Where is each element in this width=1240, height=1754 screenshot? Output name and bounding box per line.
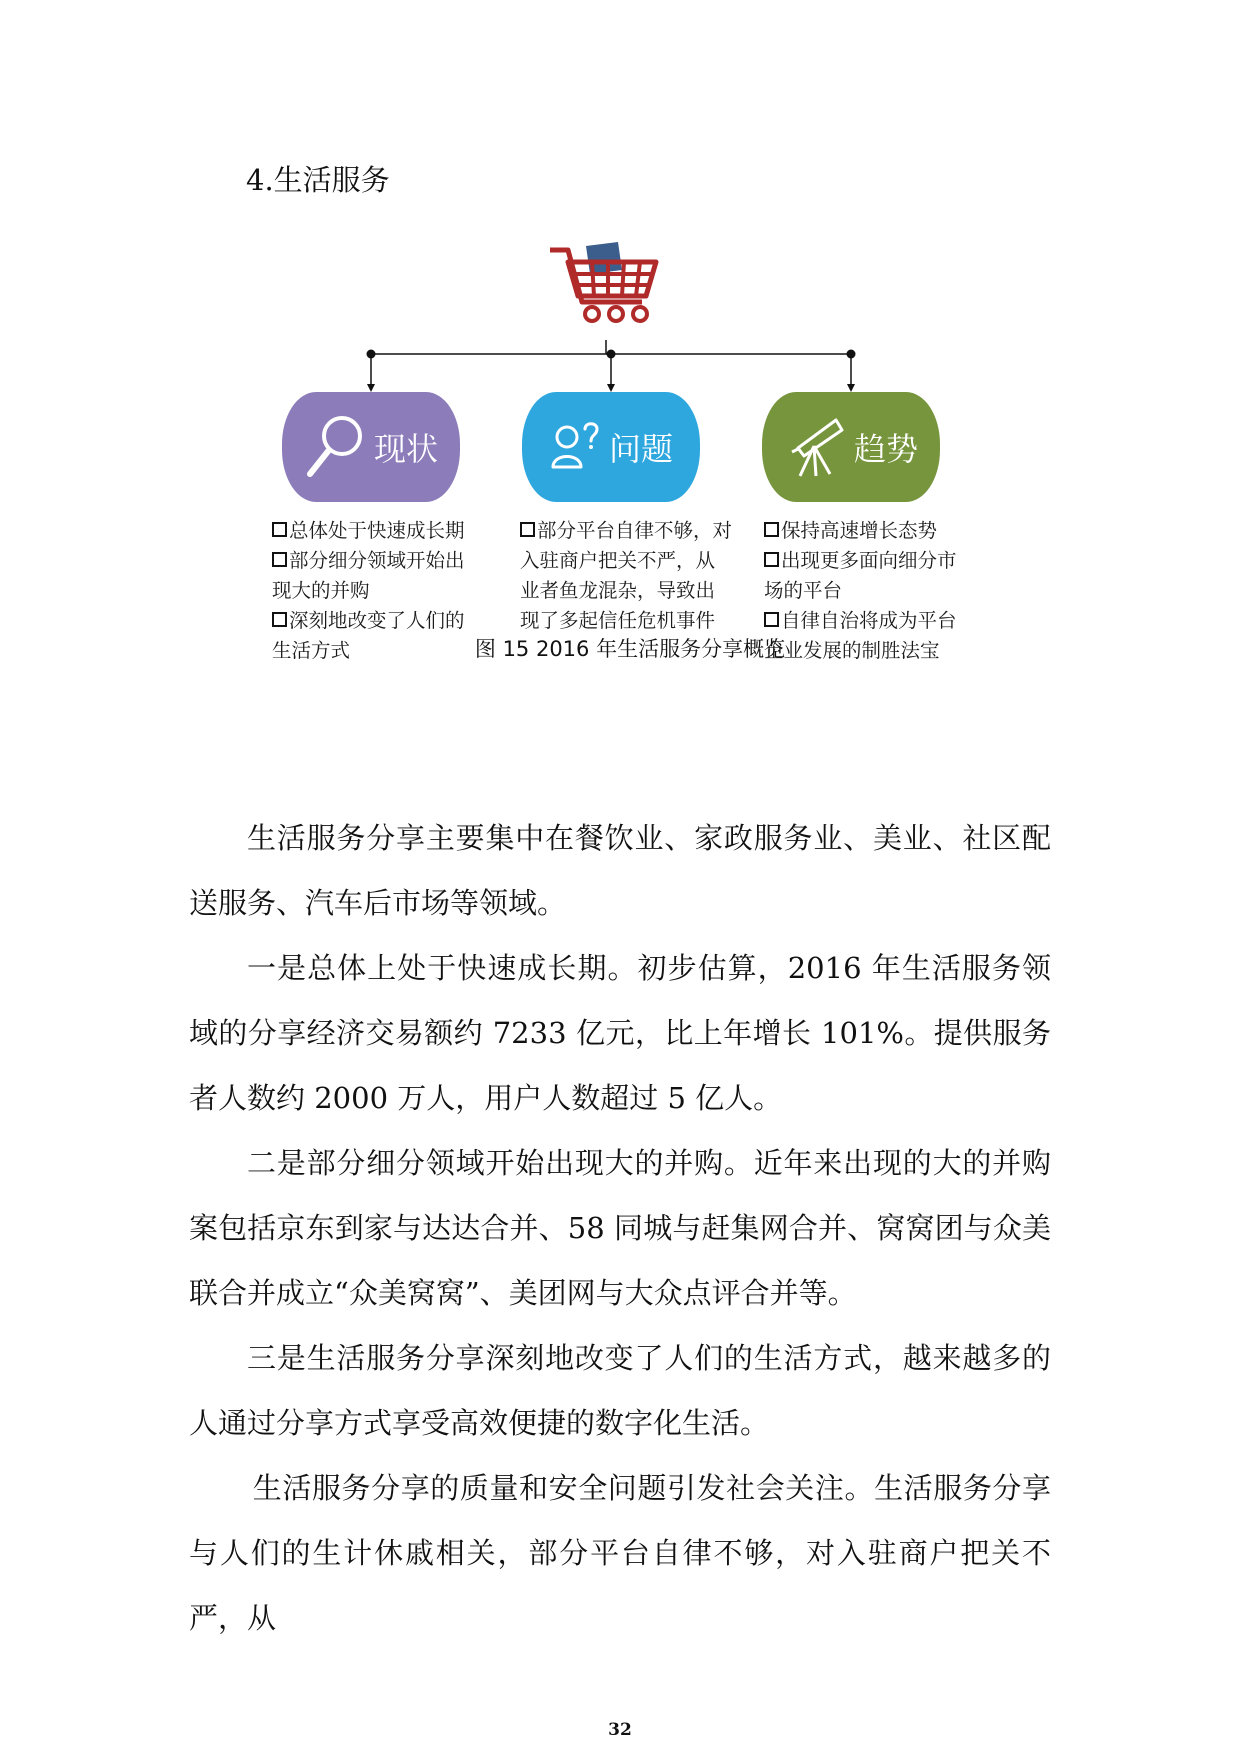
checkbox-square-icon xyxy=(272,612,287,627)
list-item: 保持高速增长态势 xyxy=(764,516,974,546)
body-text xyxy=(189,806,1051,1651)
paragraph: 三是生活服务分享深刻地改变了人们的生活方式，越来越多的人通过分享方式享受高效便捷的数字化生活。 xyxy=(189,1341,1051,1440)
figure-caption: 图 15 2016 年生活服务分享概览 xyxy=(474,637,786,661)
card-status-label: 现状 xyxy=(373,430,438,468)
shopping-cart-icon xyxy=(546,240,666,348)
page-number: 32 xyxy=(608,1720,632,1740)
list-item: 总体处于快速成长期 xyxy=(272,516,482,546)
telescope-icon xyxy=(784,414,846,480)
paragraph: 生活服务分享的质量和安全问题引发社会关注。生活服务分享与人们的生计休戚相关，部分平台自律不够，对入驻商户把关不严，从 xyxy=(189,1471,1051,1635)
card-trends xyxy=(762,392,940,502)
card-problems xyxy=(522,392,700,502)
person-question-icon xyxy=(549,419,601,475)
list-item: 自律自治将成为平台企业发展的制胜法宝 xyxy=(764,609,957,662)
checkbox-square-icon xyxy=(764,522,779,537)
section-heading: 4.生活服务 xyxy=(246,163,390,197)
paragraph: 二是部分细分领域开始出现大的并购。近年来出现的大的并购案包括京东到家与达达合并、58 同城与赶集网合并、窝窝团与众美联合并成立“众美窝窝”、美团网与大众点评合并等。 xyxy=(189,1146,1051,1310)
card-status xyxy=(282,392,460,502)
list-item: 部分平台自律不够，对入驻商户把关不严，从业者鱼龙混杂，导致出现了多起信任危机事件 xyxy=(520,519,733,632)
list-item: 出现更多面向细分市场的平台 xyxy=(764,549,957,602)
list-item: 部分细分领域开始出现大的并购 xyxy=(272,549,465,602)
card-problems-label: 问题 xyxy=(608,430,673,468)
magnifier-icon xyxy=(304,412,366,482)
list-item: 深刻地改变了人们的生活方式 xyxy=(272,609,465,662)
paragraph: 生活服务分享主要集中在餐饮业、家政服务业、美业、社区配送服务、汽车后市场等领域。 xyxy=(189,821,1051,920)
card-trends-label: 趋势 xyxy=(853,430,918,468)
branch-connector xyxy=(270,340,990,400)
checkbox-square-icon xyxy=(764,612,779,627)
paragraph: 一是总体上处于快速成长期。初步估算，2016 年生活服务领域的分享经济交易额约 7233 亿元，比上年增长 101%。提供服务者人数约 2000 万人，用户人数超过 5 亿人。 xyxy=(189,951,1051,1115)
problems-bullet-list xyxy=(520,516,732,636)
checkbox-square-icon xyxy=(520,522,535,537)
checkbox-square-icon xyxy=(272,522,287,537)
checkbox-square-icon xyxy=(272,552,287,567)
checkbox-square-icon xyxy=(764,552,779,567)
life-services-figure xyxy=(270,240,990,680)
